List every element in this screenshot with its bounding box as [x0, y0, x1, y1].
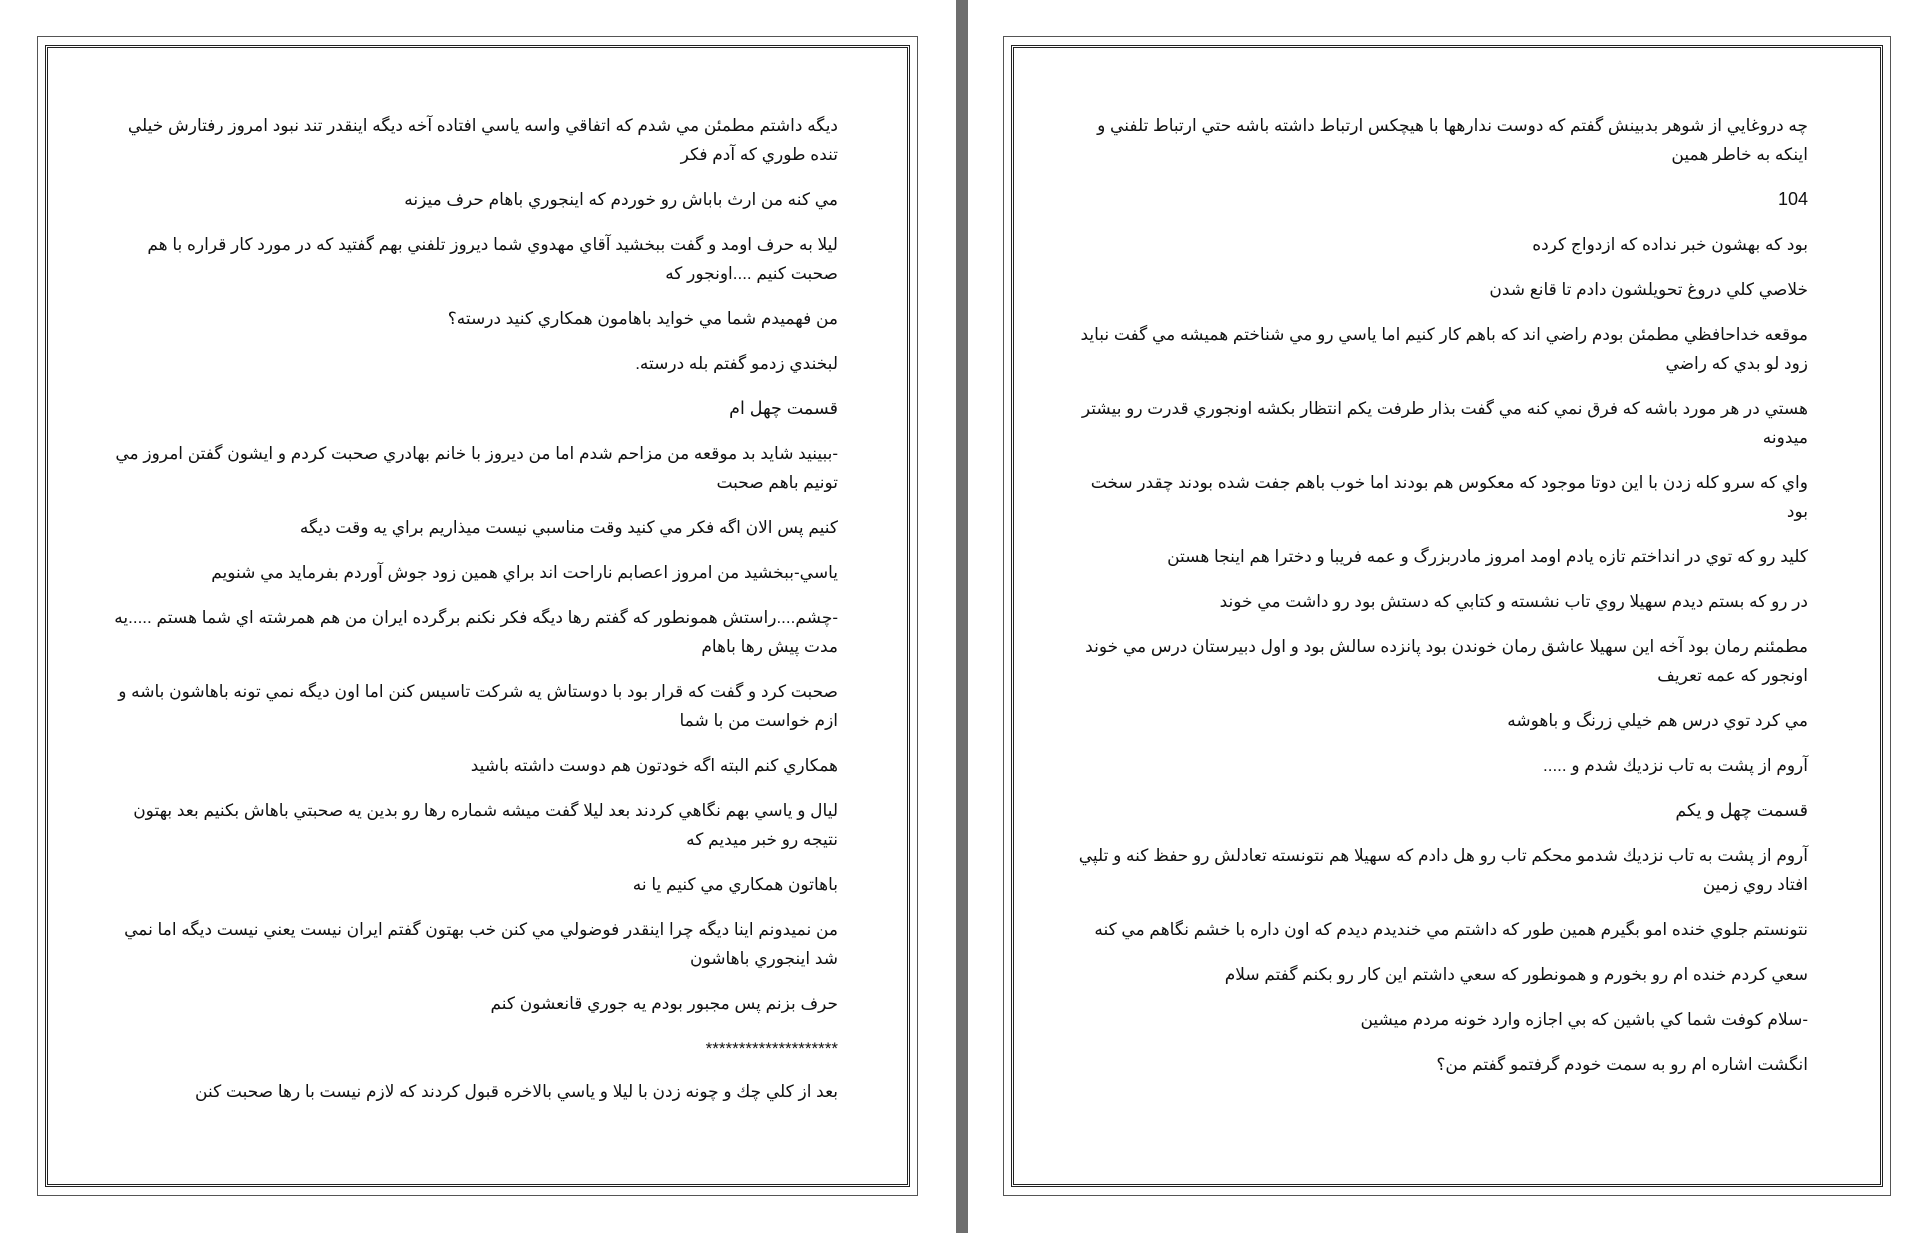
paragraph: صحبت كرد و گفت كه قرار بود با دوستاش يه شركت تاسيس كنن اما اون ديگه نمي تونه باهاشون باشه و ازم خواست من با شما — [118, 682, 838, 730]
paragraph: مي كرد توي درس هم خيلي زرنگ و باهوشه — [1507, 711, 1808, 730]
paragraph: هستي در هر مورد باشه كه فرق نمي كنه مي گفت بذار طرفت يكم انتظار بكشه اونجوري قدرت رو بيشتر ميدونه — [1081, 399, 1808, 447]
paragraph: نتونستم جلوي خنده امو بگيرم همين طور كه داشتم مي خنديدم ديدم كه اون داره با خشم نگاهم مي كنه — [1094, 920, 1808, 939]
left-page-text — [110, 111, 838, 1122]
paragraph: واي كه سرو كله زدن با اين دوتا موجود كه معكوس هم بودند اما خوب باهم جفت شده بودند چقدر سخت بود — [1090, 473, 1808, 521]
right-page-text — [1076, 111, 1808, 1095]
paragraph: بود كه بهشون خبر نداده كه ازدواج كرده — [1532, 235, 1808, 254]
paragraph: حرف بزنم پس مجبور بودم يه جوري قانعشون كنم — [490, 994, 838, 1013]
chapter-heading: قسمت چهل و يكم — [1675, 800, 1808, 820]
paragraph: در رو كه بستم ديدم سهيلا روي تاب نشسته و كتابي كه دستش بود رو داشت مي خوند — [1219, 592, 1808, 611]
paragraph: آروم از پشت به تاب نزديك شدمو محكم تاب رو هل دادم كه سهيلا هم نتونسته تعادلش رو حفظ كنه و تلپي افتاد روي زمين — [1078, 846, 1808, 894]
paragraph: چه دروغايي از شوهر بدبينش گفتم كه دوست ندارهها با هيچكس ارتباط داشته باشه حتي ارتباط تلفني و اينكه به خاطر همين — [1097, 116, 1808, 164]
paragraph: لبخندي زدمو گفتم بله درسته. — [635, 354, 838, 373]
paragraph: همكاري كنم البته اگه خودتون هم دوست داشته باشيد — [470, 756, 838, 775]
section-separator: ******************** — [705, 1039, 838, 1058]
paragraph: من فهميدم شما مي خوايد باهامون همكاري كنيد درسته؟ — [447, 309, 838, 328]
paragraph: سعي كردم خنده ام رو بخورم و همونطور كه سعي داشتم اين كار رو بكنم گفتم سلام — [1224, 965, 1808, 984]
paragraph: ديگه داشتم مطمئن مي شدم كه اتفاقي واسه ياسي افتاده آخه ديگه اينقدر تند نبود امروز رفتارش خيلي تنده طوري كه آدم فكر — [127, 116, 838, 164]
paragraph: -چشم....راستش همونطور كه گفتم رها ديگه فكر نكنم برگرده ايران من هم همرشته اي شما هستم .....يه مدت پيش رها باهام — [114, 608, 838, 656]
right-page — [1003, 36, 1891, 1196]
paragraph: مطمئنم رمان بود آخه اين سهيلا عاشق رمان خوندن بود پانزده سالش بود و اول دبيرستان درس مي خوند اونجور كه عمه تعريف — [1085, 637, 1808, 685]
paragraph: ياسي-ببخشيد من امروز اعصابم ناراحت اند براي همين زود جوش آوردم بفرمايد مي شنويم — [211, 563, 838, 582]
paragraph: بعد از كلي چك و چونه زدن با ليلا و ياسي بالاخره قبول كردند كه لازم نيست با رها صحبت كنن — [195, 1082, 838, 1101]
paragraph: باهاتون همكاري مي كنيم يا نه — [632, 875, 838, 894]
paragraph: مي كنه من ارث باباش رو خوردم كه اينجوري باهام حرف ميزنه — [404, 190, 838, 209]
paragraph: -ببينيد شايد بد موقعه من مزاحم شدم اما من ديروز با خانم بهادري صحبت كردم و ايشون گفتن امروز مي تونيم باهم صحبت — [115, 444, 838, 492]
paragraph: كنيم پس الان اگه فكر مي كنيد وقت مناسبي نيست ميذاريم براي يه وقت ديگه — [299, 518, 838, 537]
paragraph: موقعه خداحافظي مطمئن بودم راضي اند كه باهم كار كنيم اما ياسي رو مي شناختم هميشه مي گفت نبايد زود لو بدي كه راضي — [1080, 325, 1808, 373]
paragraph: انگشت اشاره ام رو به سمت خودم گرفتمو گفتم من؟ — [1436, 1055, 1808, 1074]
chapter-heading: قسمت چهل ام — [729, 398, 838, 418]
page-number: 104 — [1777, 189, 1808, 209]
paragraph: آروم از پشت به تاب نزديك شدم و ..... — [1543, 756, 1808, 775]
paragraph: كليد رو كه توي در انداختم تازه يادم اومد امروز مادربزرگ و عمه فريبا و دخترا هم اينجا هستن — [1167, 547, 1808, 566]
paragraph: من نميدونم اينا ديگه چرا اينقدر فوضولي مي كنن خب بهتون گفتم ايران نيست يعني نيست ديگه اما نمي شد اينجوري باهاشون — [124, 920, 838, 968]
paragraph: ليال و ياسي بهم نگاهي كردند بعد ليلا گفت ميشه شماره رها رو بدين يه صحبتي باهاش بكنيم بعد بهتون نتيجه رو خبر ميديم كه — [133, 801, 838, 849]
paragraph: ليلا به حرف اومد و گفت ببخشيد آقاي مهدوي شما ديروز تلفني بهم گفتيد كه در مورد كار قراره با هم صحبت كنيم ....اونجور كه — [147, 235, 838, 283]
paragraph: -سلام كوفت شما كي باشين كه بي اجازه وارد خونه مردم ميشين — [1360, 1010, 1808, 1029]
paragraph: خلاصي كلي دروغ تحويلشون دادم تا قانع شدن — [1489, 280, 1808, 299]
page-divider — [956, 0, 968, 1233]
left-page — [37, 36, 918, 1196]
